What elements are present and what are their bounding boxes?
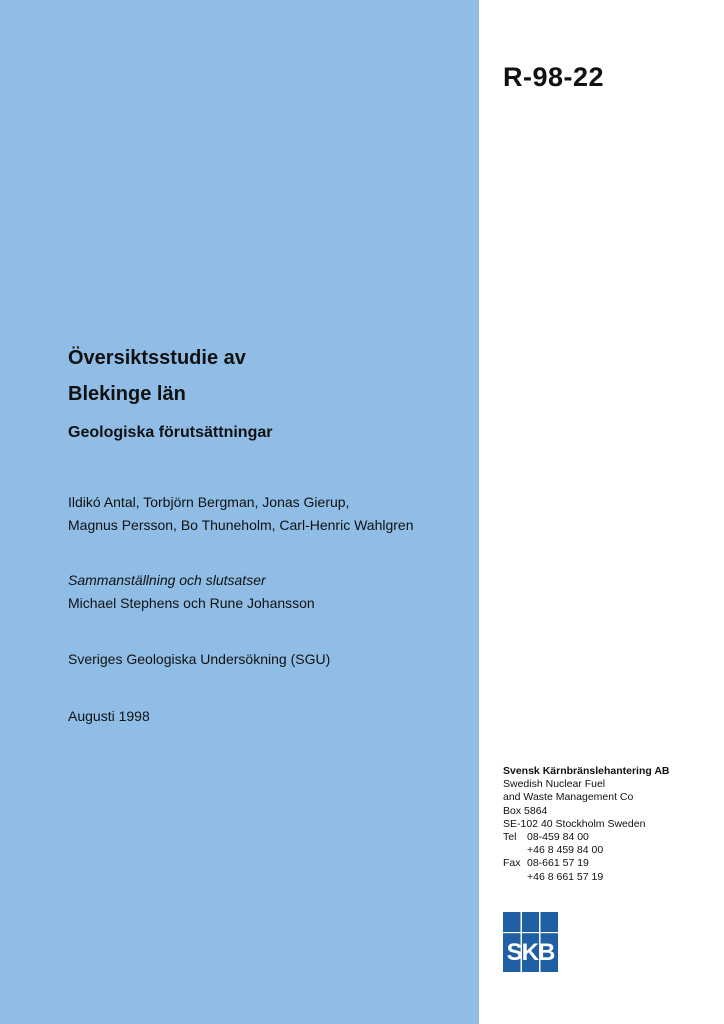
compilation-heading: Sammanställning och slutsatser xyxy=(68,572,266,588)
publisher-english-line-2: and Waste Management Co xyxy=(503,791,634,804)
fax-row xyxy=(503,857,670,870)
subtitle: Geologiska förutsättningar xyxy=(68,424,273,441)
authors xyxy=(68,491,468,537)
tel-domestic: 08-459 84 00 xyxy=(527,831,589,844)
institution: Sveriges Geologiska Undersökning (SGU) xyxy=(68,651,331,667)
fax-international: +46 8 661 57 19 xyxy=(527,870,604,883)
title-line-2: Blekinge län xyxy=(68,383,186,405)
tel-label: Tel xyxy=(503,831,517,844)
logo-text: SKB xyxy=(506,939,555,966)
title-block xyxy=(68,340,468,442)
publisher-postal: SE-102 40 Stockholm Sweden xyxy=(503,817,646,830)
fax-label: Fax xyxy=(503,857,521,870)
fax-domestic: 08-661 57 19 xyxy=(527,857,589,870)
publisher-box: Box 5864 xyxy=(503,804,548,817)
publisher-address xyxy=(503,765,670,884)
title-line-1: Översiktsstudie av xyxy=(68,347,246,369)
compilation-names: Michael Stephens och Rune Johansson xyxy=(68,595,315,611)
publication-date: Augusti 1998 xyxy=(68,708,150,724)
tel-international: +46 8 459 84 00 xyxy=(527,844,604,857)
authors-line-2: Magnus Persson, Bo Thuneholm, Carl-Henric Wahlgren xyxy=(68,517,414,533)
publisher-english-line-1: Swedish Nuclear Fuel xyxy=(503,778,606,791)
publisher-company: Svensk Kärnbränslehantering AB xyxy=(503,765,670,777)
compilation-credits xyxy=(68,569,468,615)
authors-line-1: Ildikó Antal, Torbjörn Bergman, Jonas Gierup, xyxy=(68,494,350,510)
telephone-row xyxy=(503,831,670,844)
report-number: R-98-22 xyxy=(503,62,605,92)
skb-logo xyxy=(503,912,558,972)
